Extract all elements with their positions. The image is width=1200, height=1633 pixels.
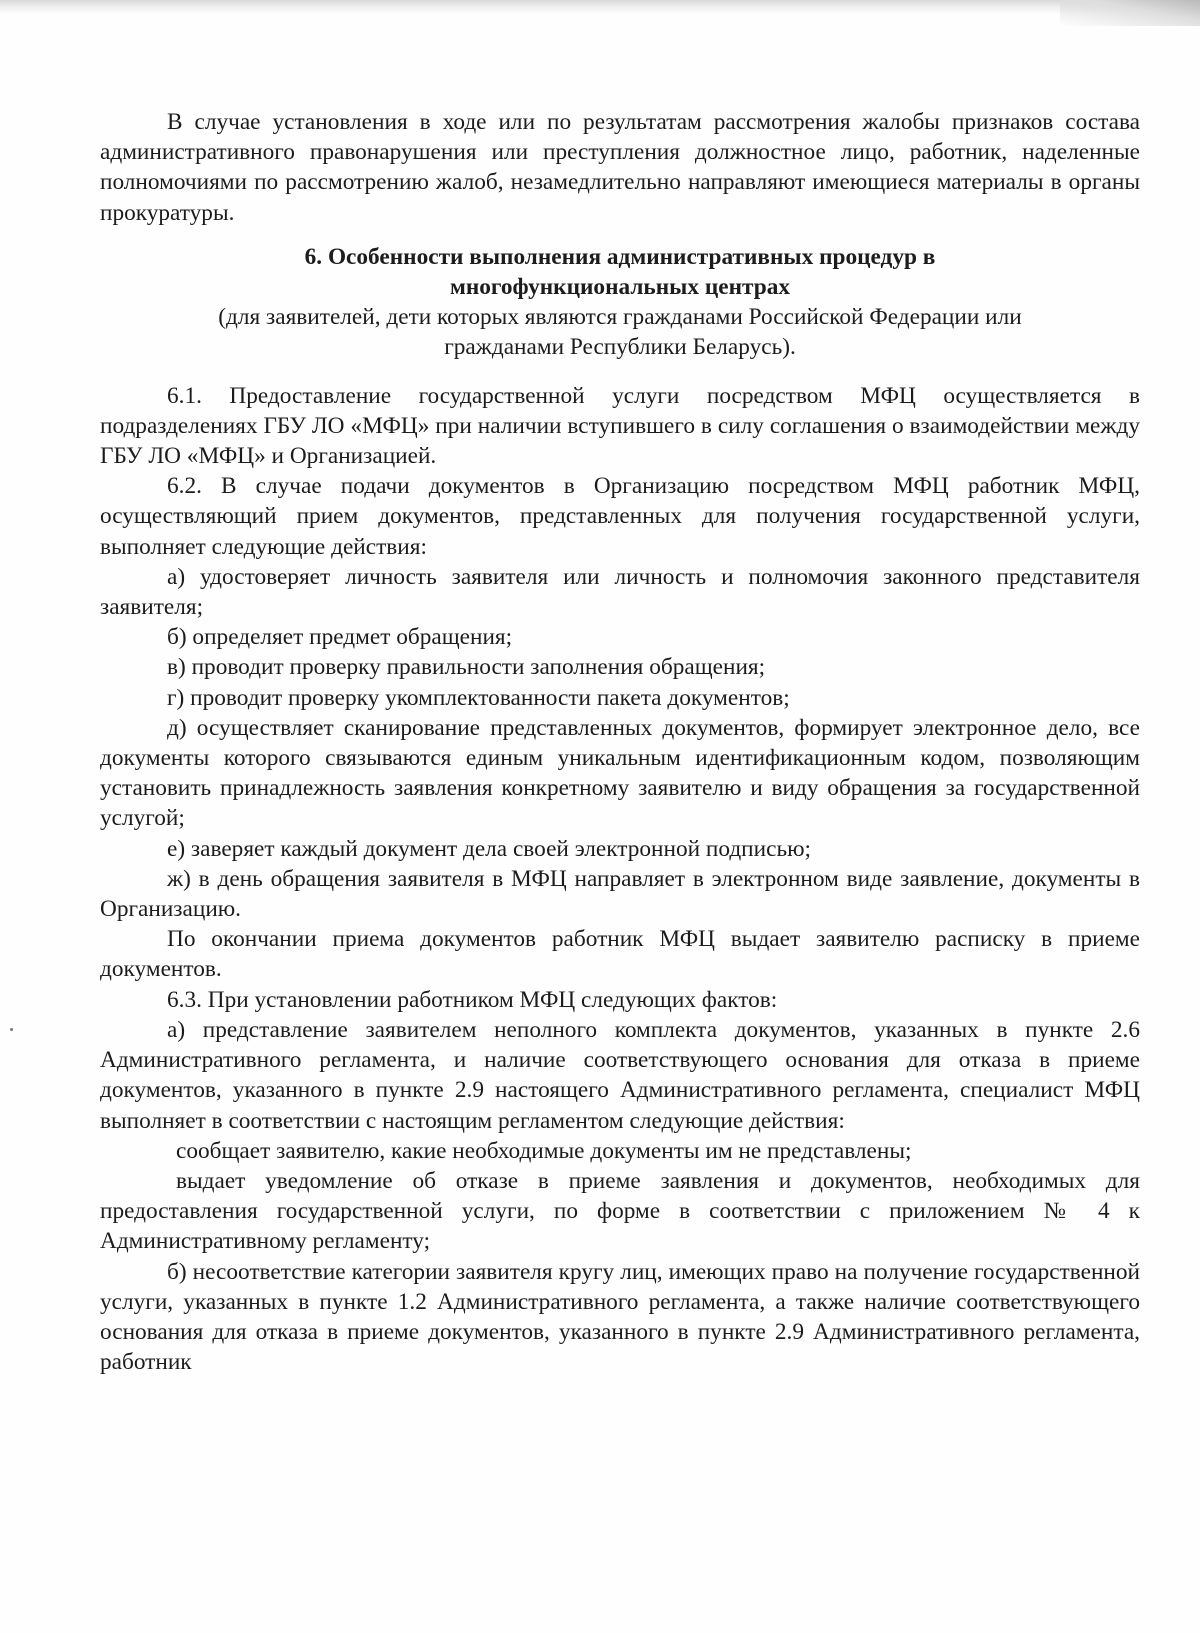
list-item-e: е) заверяет каждый документ дела своей электронной подписью; <box>167 835 811 862</box>
list-item-6-3-a: а) представление заявителем неполного комплекта документов, указанных в пункте 2.6 Административного регламента, и наличие соответствующего основания для отказа в приеме документов, указанного в пункте 2.9 настоящего Административного регламента, специалист МФЦ выполняет в соответствии с настоящим регламентом следующие действия: <box>100 1016 1140 1134</box>
scan-speck <box>10 1028 13 1031</box>
list-item-v: в) проводит проверку правильности заполнения обращения; <box>167 654 766 681</box>
paragraph-receipt: По окончании приема документов работник МФЦ выдает заявителю расписку в приеме документов. <box>100 926 1140 983</box>
action-inform-applicant: сообщает заявителю, какие необходимые документы им не представлены; <box>176 1137 912 1164</box>
action-issue-refusal: выдает уведомление об отказе в приеме заявления и документов, необходимых для предоставления государственной услуги, по форме в соответствии с приложением № 4 к Административному регламенту; <box>100 1167 1140 1255</box>
section-title: 6. Особенности выполнения административных процедур в многофункциональных центрах <box>304 243 936 301</box>
scan-edge-top <box>0 0 1200 14</box>
paragraph-6-2: 6.2. В случае подачи документов в Организацию посредством МФЦ работник МФЦ, осуществляющий прием документов, представленных для получения государственной услуги, выполняет следующие действия: <box>100 473 1140 560</box>
section-heading <box>100 242 1140 363</box>
document-body <box>100 107 1140 1377</box>
list-item-b: б) определяет предмет обращения; <box>167 624 513 651</box>
list-item-g: г) проводит проверку укомплектованности пакета документов; <box>167 684 790 711</box>
paragraph-complaint-referral: В случае установления в ходе или по результатам рассмотрения жалобы признаков состава административного правонарушения или преступления должностное лицо, работник, наделенные полномочиями по рассмотрению жалоб, незамедлительно направляют имеющиеся материалы в органы прокуратуры. <box>100 109 1140 226</box>
list-item-d: д) осуществляет сканирование представленных документов, формирует электронное дело, все документы которого связываются единым уникальным идентификационным кодом, позволяющим установить принадлежность заявления конкретному заявителю и виду обращения за государственной услугой; <box>100 714 1140 832</box>
list-item-zh: ж) в день обращения заявителя в МФЦ направляет в электронном виде заявление, документы в Организацию. <box>100 865 1140 923</box>
paragraph-6-3: 6.3. При установлении работником МФЦ следующих фактов: <box>167 986 778 1013</box>
list-item-a: а) удостоверяет личность заявителя или личность и полномочия законного представителя заявителя; <box>100 563 1140 621</box>
scan-edge-corner <box>1060 0 1200 26</box>
list-item-6-3-b: б) несоответствие категории заявителя кругу лиц, имеющих право на получение государственной услуги, указанных в пункте 1.2 Административного регламента, а также наличие соответствующего основания для отказа в приеме документов, указанного в пункте 2.9 Административного регламента, работник <box>100 1258 1140 1376</box>
section-subtitle: (для заявителей, дети которых являются гражданами Российской Федерации или гражданами Республики Беларусь). <box>218 304 1022 361</box>
paragraph-6-1: 6.1. Предоставление государственной услуги посредством МФЦ осуществляется в подразделениях ГБУ ЛО «МФЦ» при наличии вступившего в силу соглашения о взаимодействии между ГБУ ЛО «МФЦ» и Организацией. <box>100 382 1140 470</box>
